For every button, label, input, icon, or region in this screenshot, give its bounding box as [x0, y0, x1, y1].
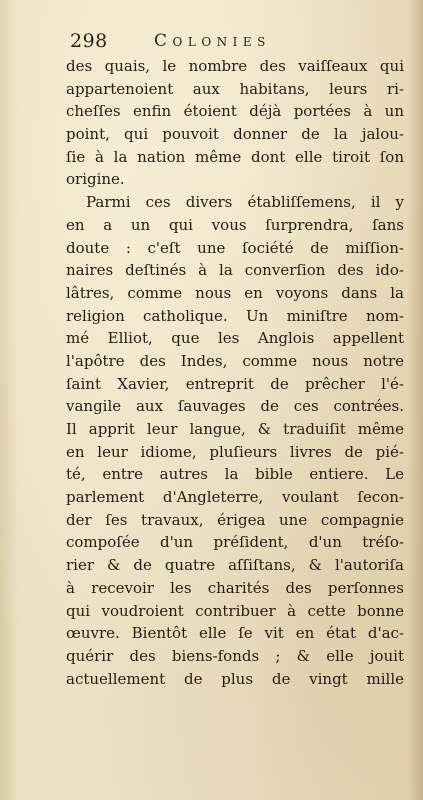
text-line: en leur idiome, pluſieurs livres de pié-	[66, 442, 404, 461]
text-line: l'apôtre des Indes, comme nous notre	[66, 351, 404, 370]
text-line: cheſſes enfin étoient déjà portées à un	[66, 102, 404, 121]
text-line: parlement d'Angleterre, voulant ſecon-	[66, 488, 404, 507]
text-line: doute : c'eſt une ſociété de miſſion-	[66, 238, 404, 257]
text-line: œuvre. Bientôt elle ſe vit en état d'ac-	[66, 624, 404, 643]
text-line: ſie à la nation même dont elle tiroit ſon	[66, 147, 404, 166]
text-line: actuellement de plus de vingt mille	[66, 669, 404, 688]
text-line: religion catholique. Un miniſtre nom-	[66, 306, 404, 325]
text-line: té, entre autres la bible entiere. Le	[66, 465, 404, 484]
page-number: 298	[70, 30, 108, 52]
page-edge-shadow	[407, 0, 423, 800]
text-line: naires deſtinés à la converſion des ido-	[66, 261, 404, 280]
text-line: point, qui pouvoit donner de la jalou-	[66, 125, 404, 144]
text-line: qui voudroient contribuer à cette bonne	[66, 601, 404, 620]
text-line: Parmi ces divers établiſſemens, il y	[86, 193, 404, 212]
text-line: à recevoir les charités des perſonnes	[66, 578, 404, 597]
text-line: der ſes travaux, érigea une compagnie	[66, 510, 404, 529]
text-line: en a un qui vous ſurprendra, ſans	[66, 215, 404, 234]
text-line: appartenoient aux habitans, leurs ri-	[66, 79, 404, 98]
text-line: ſaint Xavier, entreprit de prêcher l'é-	[66, 374, 404, 393]
text-line: origine.	[66, 170, 125, 189]
text-line: des quais, le nombre des vaiſſeaux qui	[66, 57, 404, 75]
text-line: vangile aux ſauvages de ces contrées.	[66, 397, 404, 416]
running-title: Colonies	[154, 31, 271, 51]
body-text	[66, 55, 404, 690]
text-line: mé Elliot, que les Anglois appellent	[66, 329, 404, 348]
text-line: lâtres, comme nous en voyons dans la	[66, 283, 404, 302]
text-line: quérir des biens-fonds ; & elle jouit	[66, 646, 404, 665]
text-line: Il apprit leur langue, & traduiſit même	[66, 420, 404, 438]
text-line: compoſée d'un préſident, d'un tréſo-	[66, 533, 404, 552]
text-line: rier & de quatre aſſiſtans, & l'autoriſa	[66, 556, 404, 575]
page-header	[70, 30, 370, 56]
